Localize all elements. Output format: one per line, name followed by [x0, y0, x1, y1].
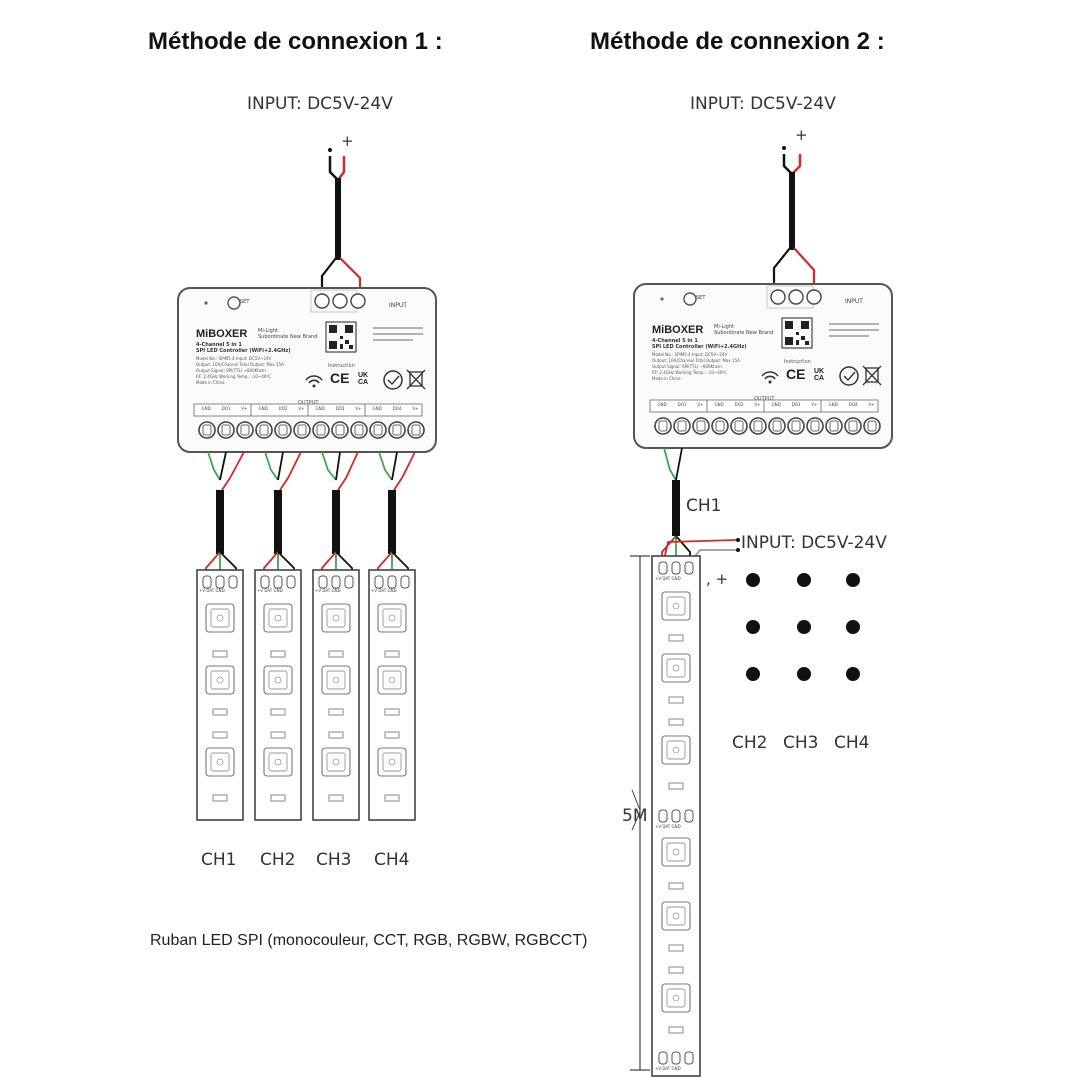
input-port-label: INPUT — [845, 298, 863, 305]
controller-line1: 4-Channel 5 in 1 — [652, 338, 698, 344]
spec-line: Output Signal: SPI(TTL) ~800Khzm — [196, 368, 266, 373]
spec-line: Model No.: SPIM5-4 Input: DC5V~24V — [652, 352, 728, 357]
strip-pad-label: +V DAT GND — [655, 1066, 681, 1071]
method1-input-label: INPUT: DC5V-24V — [247, 94, 393, 114]
controller-line1: 4-Channel 5 in 1 — [196, 342, 242, 348]
sub-brand: Mi-Light Subordinate New Brand — [258, 328, 318, 340]
instruction-label: Instruction — [328, 363, 355, 369]
spec-line: RF: 2.4GHz Working Temp.: -10~40ºC — [196, 374, 272, 379]
spec-line: RF: 2.4GHz Working Temp.: -10~40ºC — [652, 370, 728, 375]
terminal-labels: GND DO1 V+ GND DO2 V+ GND DO3 V+ GND DO4 V+ — [201, 406, 419, 411]
method1-ch3-label: CH3 — [316, 850, 352, 870]
input-port-label: INPUT — [389, 302, 407, 309]
strip-pad-label: +V DAT GND — [199, 588, 225, 593]
spec-line: Model No.: SPIM5-4 Input: DC5V~24V — [196, 356, 272, 361]
strip-pad-label: +V DAT GND — [257, 588, 283, 593]
spec-line: Output Signal: SPI(TTL) ~800Khzm — [652, 364, 722, 369]
controller-line2: SPI LED Controller (WiFi+2.4GHz) — [196, 348, 291, 354]
strip-type-caption: Ruban LED SPI (monocouleur, CCT, RGB, RGBW, RGBCCT) — [150, 932, 588, 949]
spec-line: Output: 10A/Channel Total Output: Max 15A — [652, 358, 740, 363]
strip-pad-label: +V DAT GND — [315, 588, 341, 593]
set-label: SET — [696, 295, 706, 301]
led-strip-ch1 — [197, 570, 243, 820]
led-strip-ch2 — [255, 570, 301, 820]
method2-ch3-label: CH3 — [783, 733, 819, 753]
brand-logo: MiBOXER — [196, 328, 248, 340]
ukca-mark: UK CA — [358, 372, 369, 386]
method1-ch2-label: CH2 — [260, 850, 296, 870]
brand-logo: MiBOXER — [652, 324, 704, 336]
sub-brand: Mi-Light Subordinate New Brand — [714, 324, 774, 336]
instruction-label: Instruction — [784, 359, 811, 365]
method1-ch4-label: CH4 — [374, 850, 410, 870]
spec-line: Output: 10A/Channel Total Output: Max 15A — [196, 362, 284, 367]
method2-title: Méthode de connexion 2 : — [590, 28, 885, 55]
strip-pad-label: +V DAT GND — [371, 588, 397, 593]
polarity-label: , + — [706, 570, 729, 588]
ce-mark: CE — [330, 370, 350, 386]
strip-pad-label: +V DAT GND — [655, 824, 681, 829]
set-label: SET — [240, 299, 250, 305]
method2-ch4-label: CH4 — [834, 733, 870, 753]
neg-terminal-dot — [328, 148, 332, 152]
led-strip-ch3 — [313, 570, 359, 820]
spec-line: Made in China — [652, 376, 681, 381]
output-label: OUTPUT — [298, 400, 319, 406]
led-strip-long — [652, 556, 700, 1076]
channel-dot-grid — [746, 573, 860, 681]
method2-strip-input-label: INPUT: DC5V-24V — [741, 533, 887, 553]
method1-title: Méthode de connexion 1 : — [148, 28, 443, 55]
method1-output-wires — [206, 452, 415, 578]
strip-pad-label: +V DAT GND — [655, 576, 681, 581]
output-label: OUTPUT — [754, 396, 775, 402]
method2-input-label: INPUT: DC5V-24V — [690, 94, 836, 114]
method1-ch1-label: CH1 — [201, 850, 237, 870]
ce-mark: CE — [786, 366, 806, 382]
terminal-labels: GND DO1 V+ GND DO2 V+ GND DO3 V+ GND DO4 V+ — [657, 402, 875, 407]
strip-length-label: 5M — [622, 806, 648, 826]
spec-line: Made in China — [196, 380, 225, 385]
svg-text:+: + — [795, 126, 808, 144]
svg-text:+: + — [341, 132, 354, 150]
method2-ch1-label: CH1 — [686, 496, 722, 516]
ukca-mark: UK CA — [814, 368, 825, 382]
led-strip-ch4 — [369, 570, 415, 820]
method2-ch2-label: CH2 — [732, 733, 768, 753]
controller-line2: SPI LED Controller (WiFi+2.4GHz) — [652, 344, 747, 350]
